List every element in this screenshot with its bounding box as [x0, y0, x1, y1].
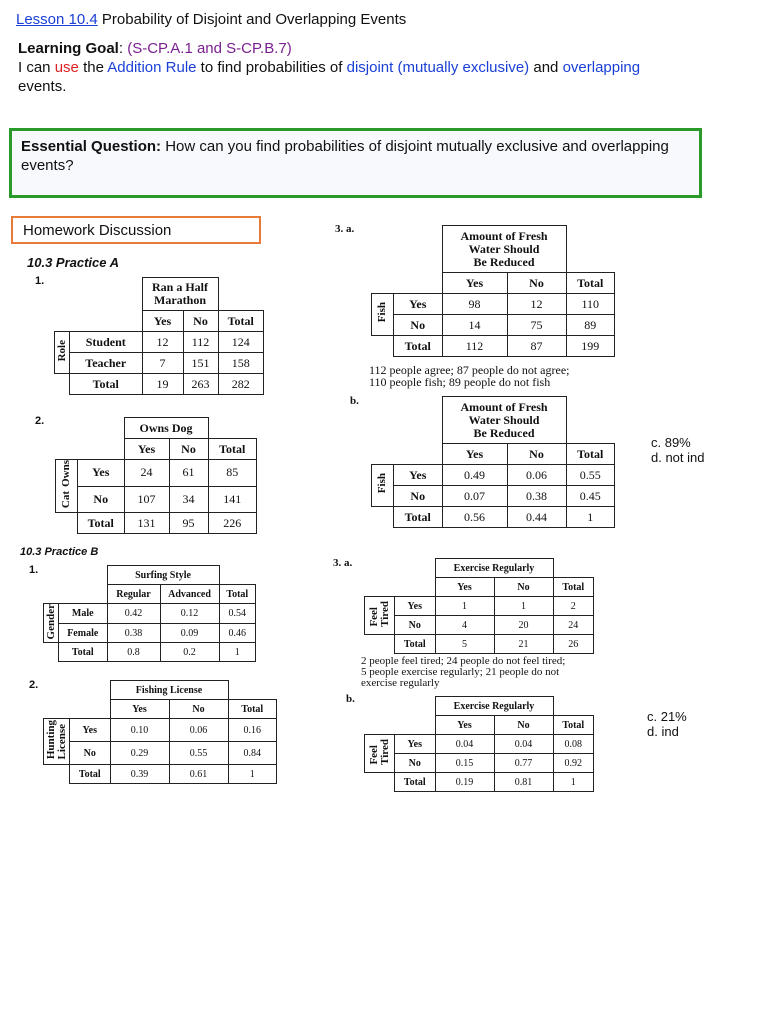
table-cell: 12: [142, 332, 183, 353]
table-cell: 1: [435, 597, 494, 616]
pb-ex2-row-label: Yes: [70, 719, 111, 742]
pb-ex3a-statement: 2 people feel tired; 24 people do not feel tired; 5 people exercise regularly; 21 people do not exercise regularly: [361, 655, 566, 689]
goal-standards: (S-CP.A.1 and S-CP.B.7): [127, 40, 292, 57]
table-cell: 131: [124, 513, 169, 534]
pa-ex3a-col-yes: Yes: [442, 273, 507, 294]
pa-ex2-row-var: OwnsCat: [56, 460, 78, 513]
pb-ex1-col-title: Surfing Style: [107, 566, 219, 585]
pa-ex2-col-yes: Yes: [124, 439, 169, 460]
pb-ex3b-row-label: Total: [395, 773, 436, 792]
table-cell: 0.46: [219, 623, 256, 643]
pb-ex1-col-regular: Regular: [107, 585, 160, 604]
goal-label: Learning Goal: [18, 40, 119, 57]
pa-answer-d: d. not ind: [651, 450, 705, 465]
table-cell: 1: [553, 773, 594, 792]
pb-ex3b-row-label: Yes: [395, 735, 436, 754]
table-cell: 85: [208, 460, 257, 487]
pa-ex1-row-label: Student: [70, 332, 143, 353]
pa-ex3a-statement: 112 people agree; 87 people do not agree; 110 people fish; 89 people do not fish: [369, 363, 570, 389]
table-cell: 0.54: [219, 604, 256, 624]
pa-ex2-row-label: Total: [78, 513, 125, 534]
table-cell: 1: [494, 597, 553, 616]
pa-ex2-col-title: Owns Dog: [124, 418, 208, 439]
pb-ex3b-col-no: No: [494, 716, 553, 735]
pb-ex1-row-label: Male: [59, 604, 108, 624]
table-cell: 0.42: [107, 604, 160, 624]
table-cell: 98: [442, 294, 507, 315]
essential-question-text: How can you find probabilities of disjoint mutually exclusive and overlapping events?: [21, 138, 669, 174]
table-cell: 0.12: [160, 604, 219, 624]
pb-answer-c: c. 21%: [647, 709, 687, 724]
table-cell: 0.81: [494, 773, 553, 792]
practice-a-heading: 10.3 Practice A: [27, 255, 120, 270]
pa-answers: [651, 435, 705, 465]
table-cell: 1: [219, 643, 256, 662]
table-cell: 1: [228, 765, 277, 784]
pb-ex1-table: [43, 565, 256, 662]
table-cell: 0.2: [160, 643, 219, 662]
pa-ex3b-table: [371, 396, 615, 528]
goal-overlapping: overlapping: [562, 59, 641, 76]
table-cell: 0.92: [553, 754, 594, 773]
pa-ex3a-col-total: Total: [566, 273, 615, 294]
pa-ex3a-table: [371, 225, 615, 357]
pb-ex3b-number: b.: [346, 693, 355, 705]
pa-ex3a-row-label: No: [394, 315, 443, 336]
pa-ex1-number: 1.: [35, 275, 45, 287]
pb-ex3b-col-total: Total: [553, 716, 594, 735]
table-cell: 0.84: [228, 742, 277, 765]
table-cell: 226: [208, 513, 257, 534]
table-cell: 0.44: [507, 507, 566, 528]
pa-ex3a-col-title: Amount of Fresh Water Should Be Reduced: [442, 226, 566, 273]
pa-ex1-row-label: Total: [70, 374, 143, 395]
pb-answer-d: d. ind: [647, 724, 679, 739]
table-cell: 20: [494, 616, 553, 635]
table-cell: 0.55: [169, 742, 228, 765]
lesson-title-line: [16, 11, 406, 28]
pa-ex1-col-title: Ran a Half Marathon: [142, 278, 218, 311]
essential-question-box: [9, 128, 702, 198]
table-cell: 0.16: [228, 719, 277, 742]
pb-ex3b-table: [364, 696, 594, 792]
pb-ex2-row-label: No: [70, 742, 111, 765]
table-cell: 124: [218, 332, 264, 353]
table-cell: 0.8: [107, 643, 160, 662]
goal-addition-rule: Addition Rule: [107, 59, 197, 76]
goal-the: the: [83, 59, 104, 76]
table-cell: 4: [435, 616, 494, 635]
pa-answer-c: c. 89%: [651, 435, 691, 450]
goal-colon: :: [118, 40, 124, 57]
pb-ex3b-row-label: No: [395, 754, 436, 773]
table-cell: 19: [142, 374, 183, 395]
table-cell: 199: [566, 336, 615, 357]
pb-ex3b-col-yes: Yes: [435, 716, 494, 735]
table-cell: 0.38: [507, 486, 566, 507]
pa-ex1-row-var: Role: [55, 332, 70, 374]
table-cell: 12: [507, 294, 566, 315]
lesson-link[interactable]: Lesson 10.4: [16, 11, 98, 28]
pa-ex1-row-label: Teacher: [70, 353, 143, 374]
pa-ex3a-number: 3. a.: [335, 223, 355, 235]
goal-use: use: [54, 59, 79, 76]
pb-ex2-col-no: No: [169, 700, 228, 719]
pb-ex3a-col-yes: Yes: [435, 578, 494, 597]
pb-ex3b-row-var: FeelTired: [365, 735, 395, 773]
pa-ex3b-row-label: Yes: [394, 465, 443, 486]
pb-ex2-col-yes: Yes: [110, 700, 169, 719]
pa-ex3b-row-label: No: [394, 486, 443, 507]
table-cell: 0.19: [435, 773, 494, 792]
table-cell: 0.49: [442, 465, 507, 486]
pb-ex3b-col-title: Exercise Regularly: [435, 697, 553, 716]
pa-ex3b-col-no: No: [507, 444, 566, 465]
pa-ex1-table: [54, 277, 264, 395]
table-cell: 21: [494, 635, 553, 654]
table-cell: 141: [208, 486, 257, 513]
table-cell: 0.55: [566, 465, 615, 486]
pb-ex1-row-label: Female: [59, 623, 108, 643]
pa-ex3b-col-title: Amount of Fresh Water Should Be Reduced: [442, 397, 566, 444]
table-cell: 75: [507, 315, 566, 336]
table-cell: 0.15: [435, 754, 494, 773]
pb-ex2-number: 2.: [29, 679, 39, 691]
pb-ex3a-row-label: Total: [395, 635, 436, 654]
table-cell: 7: [142, 353, 183, 374]
pb-ex2-row-var: HuntingLicense: [44, 719, 70, 765]
pa-ex1-col-no: No: [183, 311, 218, 332]
pa-ex2-number: 2.: [35, 415, 45, 427]
table-cell: 263: [183, 374, 218, 395]
table-cell: 158: [218, 353, 264, 374]
table-cell: 26: [553, 635, 594, 654]
table-cell: 0.08: [553, 735, 594, 754]
pa-ex3b-col-yes: Yes: [442, 444, 507, 465]
pb-ex2-row-label: Total: [70, 765, 111, 784]
table-cell: 0.45: [566, 486, 615, 507]
pa-ex3a-row-label: Total: [394, 336, 443, 357]
table-cell: 0.29: [110, 742, 169, 765]
pa-ex2-row-label: Yes: [78, 460, 125, 487]
pb-ex1-col-advanced: Advanced: [160, 585, 219, 604]
practice-b-heading: 10.3 Practice B: [20, 546, 99, 558]
homework-discussion-label: Homework Discussion: [23, 222, 172, 239]
pb-ex3a-row-label: Yes: [395, 597, 436, 616]
table-cell: 95: [169, 513, 208, 534]
table-cell: 0.77: [494, 754, 553, 773]
table-cell: 61: [169, 460, 208, 487]
pa-ex1-col-yes: Yes: [142, 311, 183, 332]
pa-ex1-col-total: Total: [218, 311, 264, 332]
goal-disjoint: disjoint (mutually exclusive): [346, 59, 530, 76]
pb-answers: [647, 709, 687, 739]
goal-to-find: to find probabilities of: [200, 59, 343, 76]
table-cell: 110: [566, 294, 615, 315]
table-cell: 0.04: [494, 735, 553, 754]
goal-and: and: [533, 59, 559, 76]
table-cell: 24: [124, 460, 169, 487]
pb-ex3a-col-no: No: [494, 578, 553, 597]
pa-ex3a-row-label: Yes: [394, 294, 443, 315]
pb-ex3a-row-var: FeelTired: [365, 597, 395, 635]
table-cell: 0.61: [169, 765, 228, 784]
pa-ex3a-row-var: Fish: [372, 294, 394, 336]
pa-ex3b-row-var: Fish: [372, 465, 394, 507]
pb-ex2-table: [43, 680, 277, 784]
goal-events: events.: [18, 78, 67, 95]
pb-ex3a-number: 3. a.: [333, 557, 353, 569]
table-cell: 107: [124, 486, 169, 513]
table-cell: 1: [566, 507, 615, 528]
table-cell: 14: [442, 315, 507, 336]
table-cell: 151: [183, 353, 218, 374]
table-cell: 89: [566, 315, 615, 336]
lesson-title: Probability of Disjoint and Overlapping Events: [101, 11, 407, 28]
pa-ex2-row-label: No: [78, 486, 125, 513]
goal-i-can: I can: [18, 59, 51, 76]
pb-ex2-col-total: Total: [228, 700, 277, 719]
table-cell: 24: [553, 616, 594, 635]
pa-ex3a-col-no: No: [507, 273, 566, 294]
table-cell: 0.39: [110, 765, 169, 784]
pa-ex2-col-total: Total: [208, 439, 257, 460]
pb-ex3a-table: [364, 558, 594, 654]
pb-ex3a-col-title: Exercise Regularly: [435, 559, 553, 578]
pa-ex3b-col-total: Total: [566, 444, 615, 465]
table-cell: 87: [507, 336, 566, 357]
table-cell: 0.38: [107, 623, 160, 643]
table-cell: 34: [169, 486, 208, 513]
pb-ex2-col-title: Fishing License: [110, 681, 228, 700]
pa-ex3b-row-label: Total: [394, 507, 443, 528]
essential-question-label: Essential Question:: [21, 138, 162, 155]
table-cell: 0.04: [435, 735, 494, 754]
table-cell: 0.07: [442, 486, 507, 507]
pb-ex1-row-label: Total: [59, 643, 108, 662]
table-cell: 0.06: [169, 719, 228, 742]
table-cell: 2: [553, 597, 594, 616]
table-cell: 282: [218, 374, 264, 395]
learning-goal: [18, 39, 748, 96]
pb-ex1-row-var: Gender: [44, 604, 59, 643]
homework-discussion-box: [11, 216, 261, 244]
table-cell: 0.09: [160, 623, 219, 643]
pb-ex1-number: 1.: [29, 564, 39, 576]
table-cell: 0.06: [507, 465, 566, 486]
pa-ex2-table: [55, 417, 257, 534]
pb-ex3a-col-total: Total: [553, 578, 594, 597]
table-cell: 0.10: [110, 719, 169, 742]
table-cell: 0.56: [442, 507, 507, 528]
table-cell: 112: [442, 336, 507, 357]
pb-ex3a-row-label: No: [395, 616, 436, 635]
table-cell: 5: [435, 635, 494, 654]
pa-ex2-col-no: No: [169, 439, 208, 460]
pb-ex1-col-total: Total: [219, 585, 256, 604]
pa-ex3b-number: b.: [350, 395, 359, 407]
table-cell: 112: [183, 332, 218, 353]
